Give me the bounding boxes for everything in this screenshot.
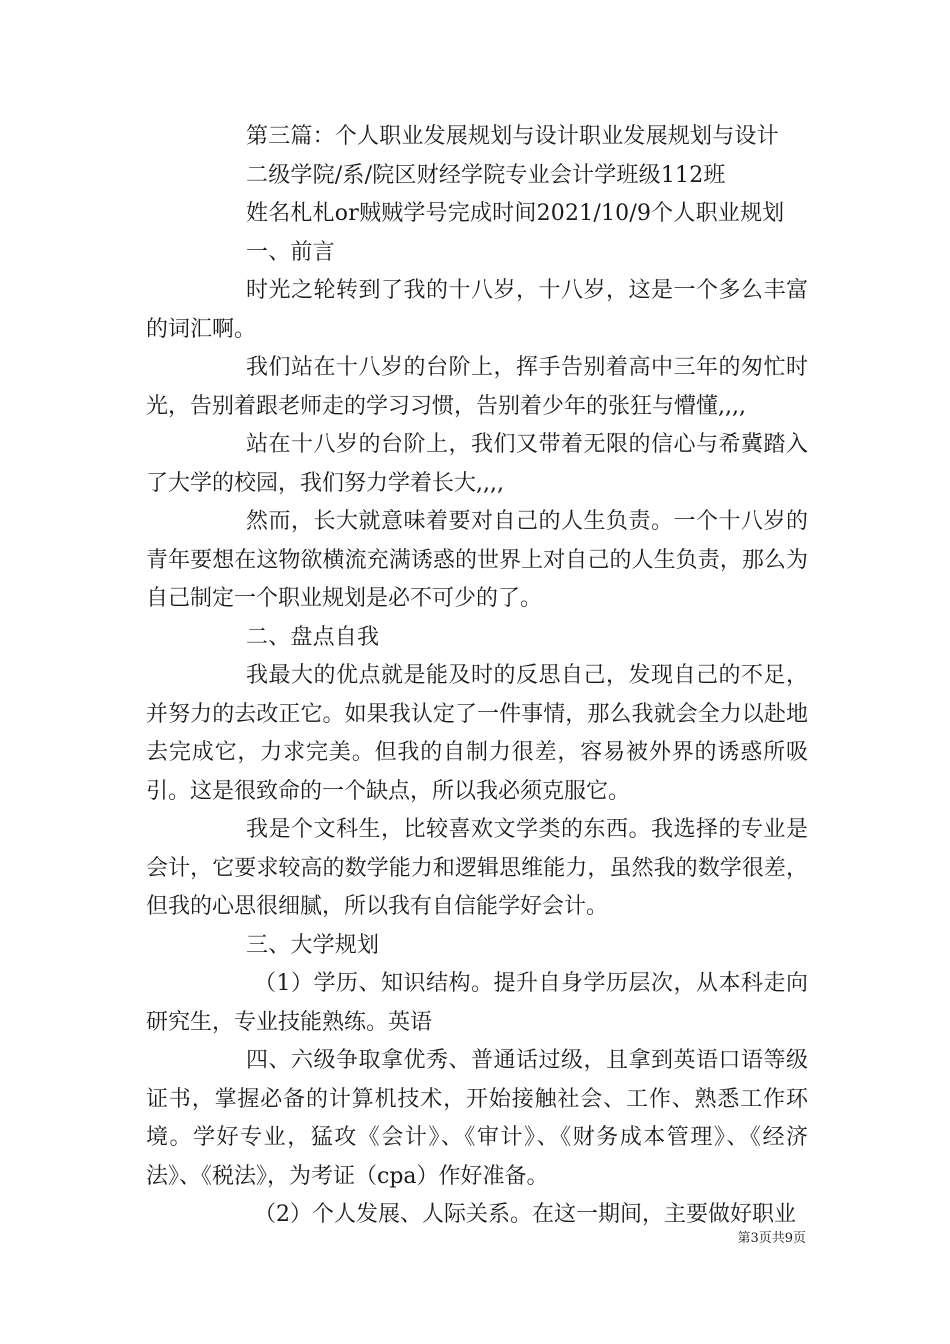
header-line-college: 二级学院/系/院区财经学院专业会计学班级112班 [246,162,726,188]
header-line-title: 第三篇：个人职业发展规划与设计职业发展规划与设计 [246,124,779,149]
section-heading-university-plan: 三、大学规划 [246,932,380,958]
paragraph-sub-2: （2）个人发展、人际关系。在这一期间，主要做好职业 [254,1202,796,1227]
paragraph: 我是个文科生，比较喜欢文学类的东西。我选择的专业是会计，它要求较高的数学能力和逻辑思维能力，虽然我的数学很差，但我的心思很细腻，所以我有自信能学好会计。 [146,817,808,919]
section-heading-self-assessment: 二、盘点自我 [246,624,380,650]
paragraph: 四、六级争取拿优秀、普通话过级，且拿到英语口语等级证书，掌握必备的计算机技术，开始接触社会、工作、熟悉工作环境。学好专业，猛攻《会计》、《审计》、《财务成本管理》、《经济法》、《税法》，为考证（cpa）作好准备。 [146,1048,808,1189]
paragraph: 然而，长大就意味着要对自己的人生负责。一个十八岁的青年要想在这物欲横流充满诱惑的世界上对自己的人生负责，那么为自己制定一个职业规划是必不可少的了。 [146,509,808,611]
paragraph: 站在十八岁的台阶上，我们又带着无限的信心与希冀踏入了大学的校园，我们努力学着长大,,,, [146,432,808,496]
document-body [146,118,808,1235]
header-line-student: 姓名札札or贼贼学号完成时间2021/10/9个人职业规划 [246,201,785,226]
page-number: 第3页共9页 [737,1231,806,1246]
section-heading-preface: 一、前言 [246,239,335,265]
paragraph-sub-1: （1）学历、知识结构。提升自身学历层次，从本科走向研究生，专业技能熟练。英语 [146,971,808,1035]
paragraph: 我们站在十八岁的台阶上，挥手告别着高中三年的匆忙时光，告别着跟老师走的学习习惯，告别着少年的张狂与懵懂,,,, [146,355,808,419]
paragraph: 时光之轮转到了我的十八岁，十八岁，这是一个多么丰富的词汇啊。 [146,278,808,342]
paragraph: 我最大的优点就是能及时的反思自己，发现自己的不足，并努力的去改正它。如果我认定了一件事情，那么我就会全力以赴地去完成它，力求完美。但我的自制力很差，容易被外界的诱惑所吸引。这是很致命的一个缺点，所以我必须克服它。 [146,663,808,804]
